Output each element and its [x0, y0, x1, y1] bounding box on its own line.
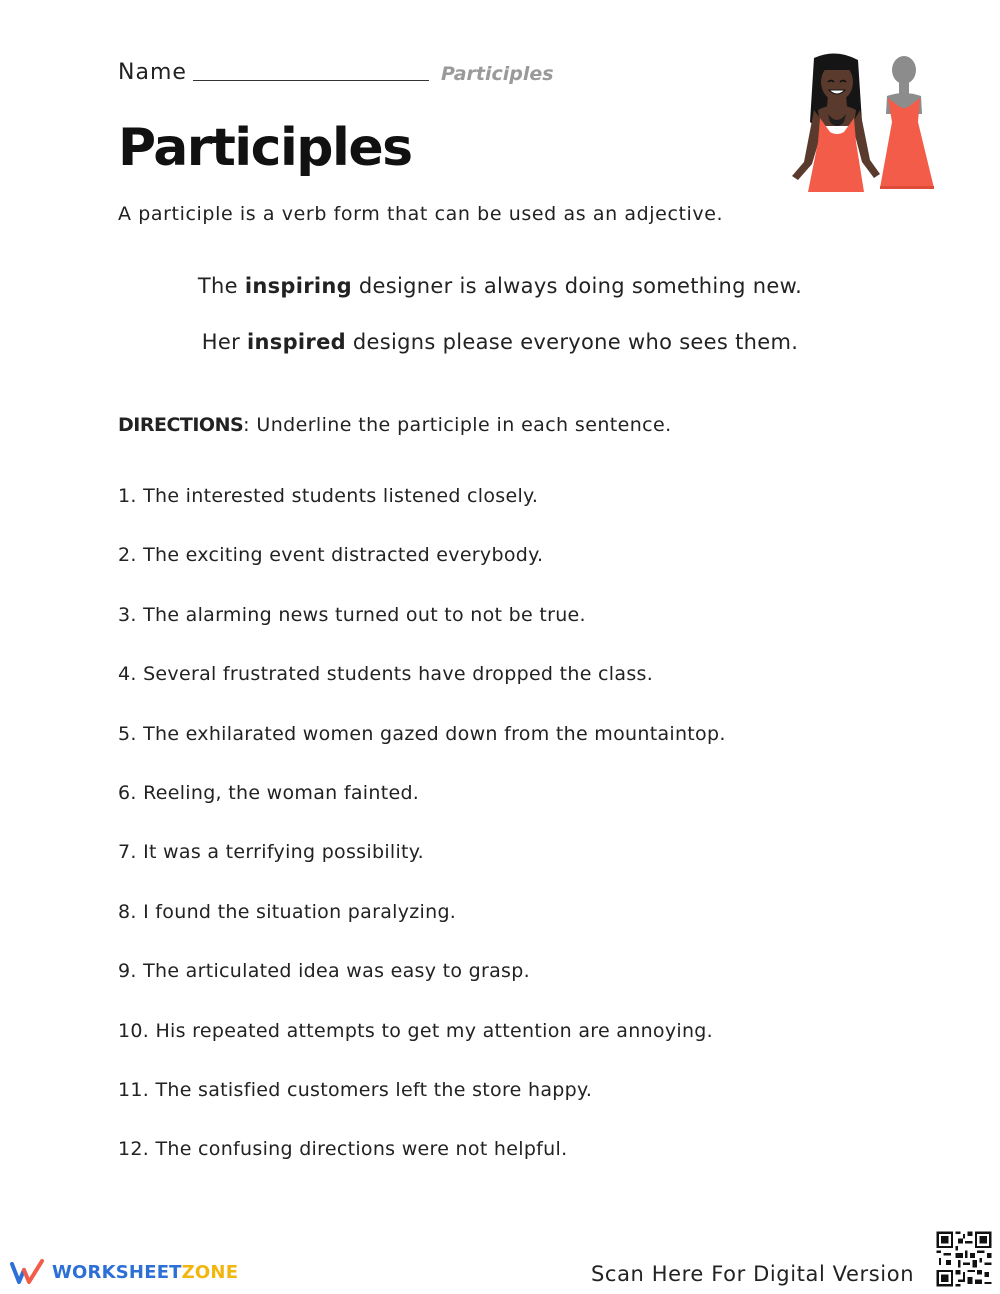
question-item[interactable]: 12. The confusing directions were not helpful.: [118, 1138, 568, 1161]
example-text: The: [197, 274, 245, 298]
directions-text: : Underline the participle in each sentence.: [243, 414, 672, 436]
example-text: Her: [201, 330, 248, 354]
qr-code-icon[interactable]: [934, 1229, 994, 1289]
name-label: Name: [118, 60, 187, 85]
question-item[interactable]: 5. The exhilarated women gazed down from the mountaintop.: [118, 722, 726, 745]
scan-text: Scan Here For Digital Version: [591, 1262, 915, 1286]
question-item[interactable]: 3. The alarming news turned out to not be true.: [118, 603, 586, 626]
directions-label: DIRECTIONS: [118, 414, 244, 436]
question-item[interactable]: 8. I found the situation paralyzing.: [118, 900, 457, 923]
example-sentence-1: [0, 274, 1000, 298]
question-item[interactable]: 4. Several frustrated students have dropped the class.: [118, 663, 654, 686]
question-item[interactable]: 2. The exciting event distracted everybody.: [118, 544, 544, 567]
example-text: designs please everyone who sees them.: [345, 330, 799, 354]
question-item[interactable]: 7. It was a terrifying possibility.: [118, 841, 424, 864]
intro-definition: A participle is a verb form that can be used as an adjective.: [118, 203, 724, 225]
example-participle: inspiring: [244, 274, 352, 298]
question-item[interactable]: 1. The interested students listened closely.: [118, 485, 539, 507]
example-sentence-2: [0, 330, 1000, 354]
question-item[interactable]: 11. The satisfied customers left the store happy.: [118, 1078, 593, 1101]
question-list: [118, 485, 726, 1198]
directions: [118, 414, 672, 436]
example-participle: inspired: [247, 330, 346, 354]
designer-illustration: [784, 52, 940, 194]
brand-word-1: WORKSHEET: [52, 1261, 182, 1283]
brand-word-2: ZONE: [181, 1261, 239, 1283]
brand-logo: [10, 1258, 238, 1286]
question-item[interactable]: 10. His repeated attempts to get my attention are annoying.: [118, 1019, 714, 1042]
brand-name: [52, 1262, 238, 1283]
mannequin-icon: [880, 56, 934, 189]
example-text: designer is always doing something new.: [351, 274, 803, 298]
worksheet-zone-logo-icon: [10, 1258, 46, 1286]
name-blank-line[interactable]: [193, 80, 429, 81]
question-item[interactable]: 6. Reeling, the woman fainted.: [118, 781, 420, 804]
woman-icon: [792, 53, 880, 192]
question-item[interactable]: 9. The articulated idea was easy to grasp.: [118, 960, 530, 983]
worksheet-tag: Participles: [441, 63, 554, 85]
page-title: Participles: [118, 118, 412, 178]
